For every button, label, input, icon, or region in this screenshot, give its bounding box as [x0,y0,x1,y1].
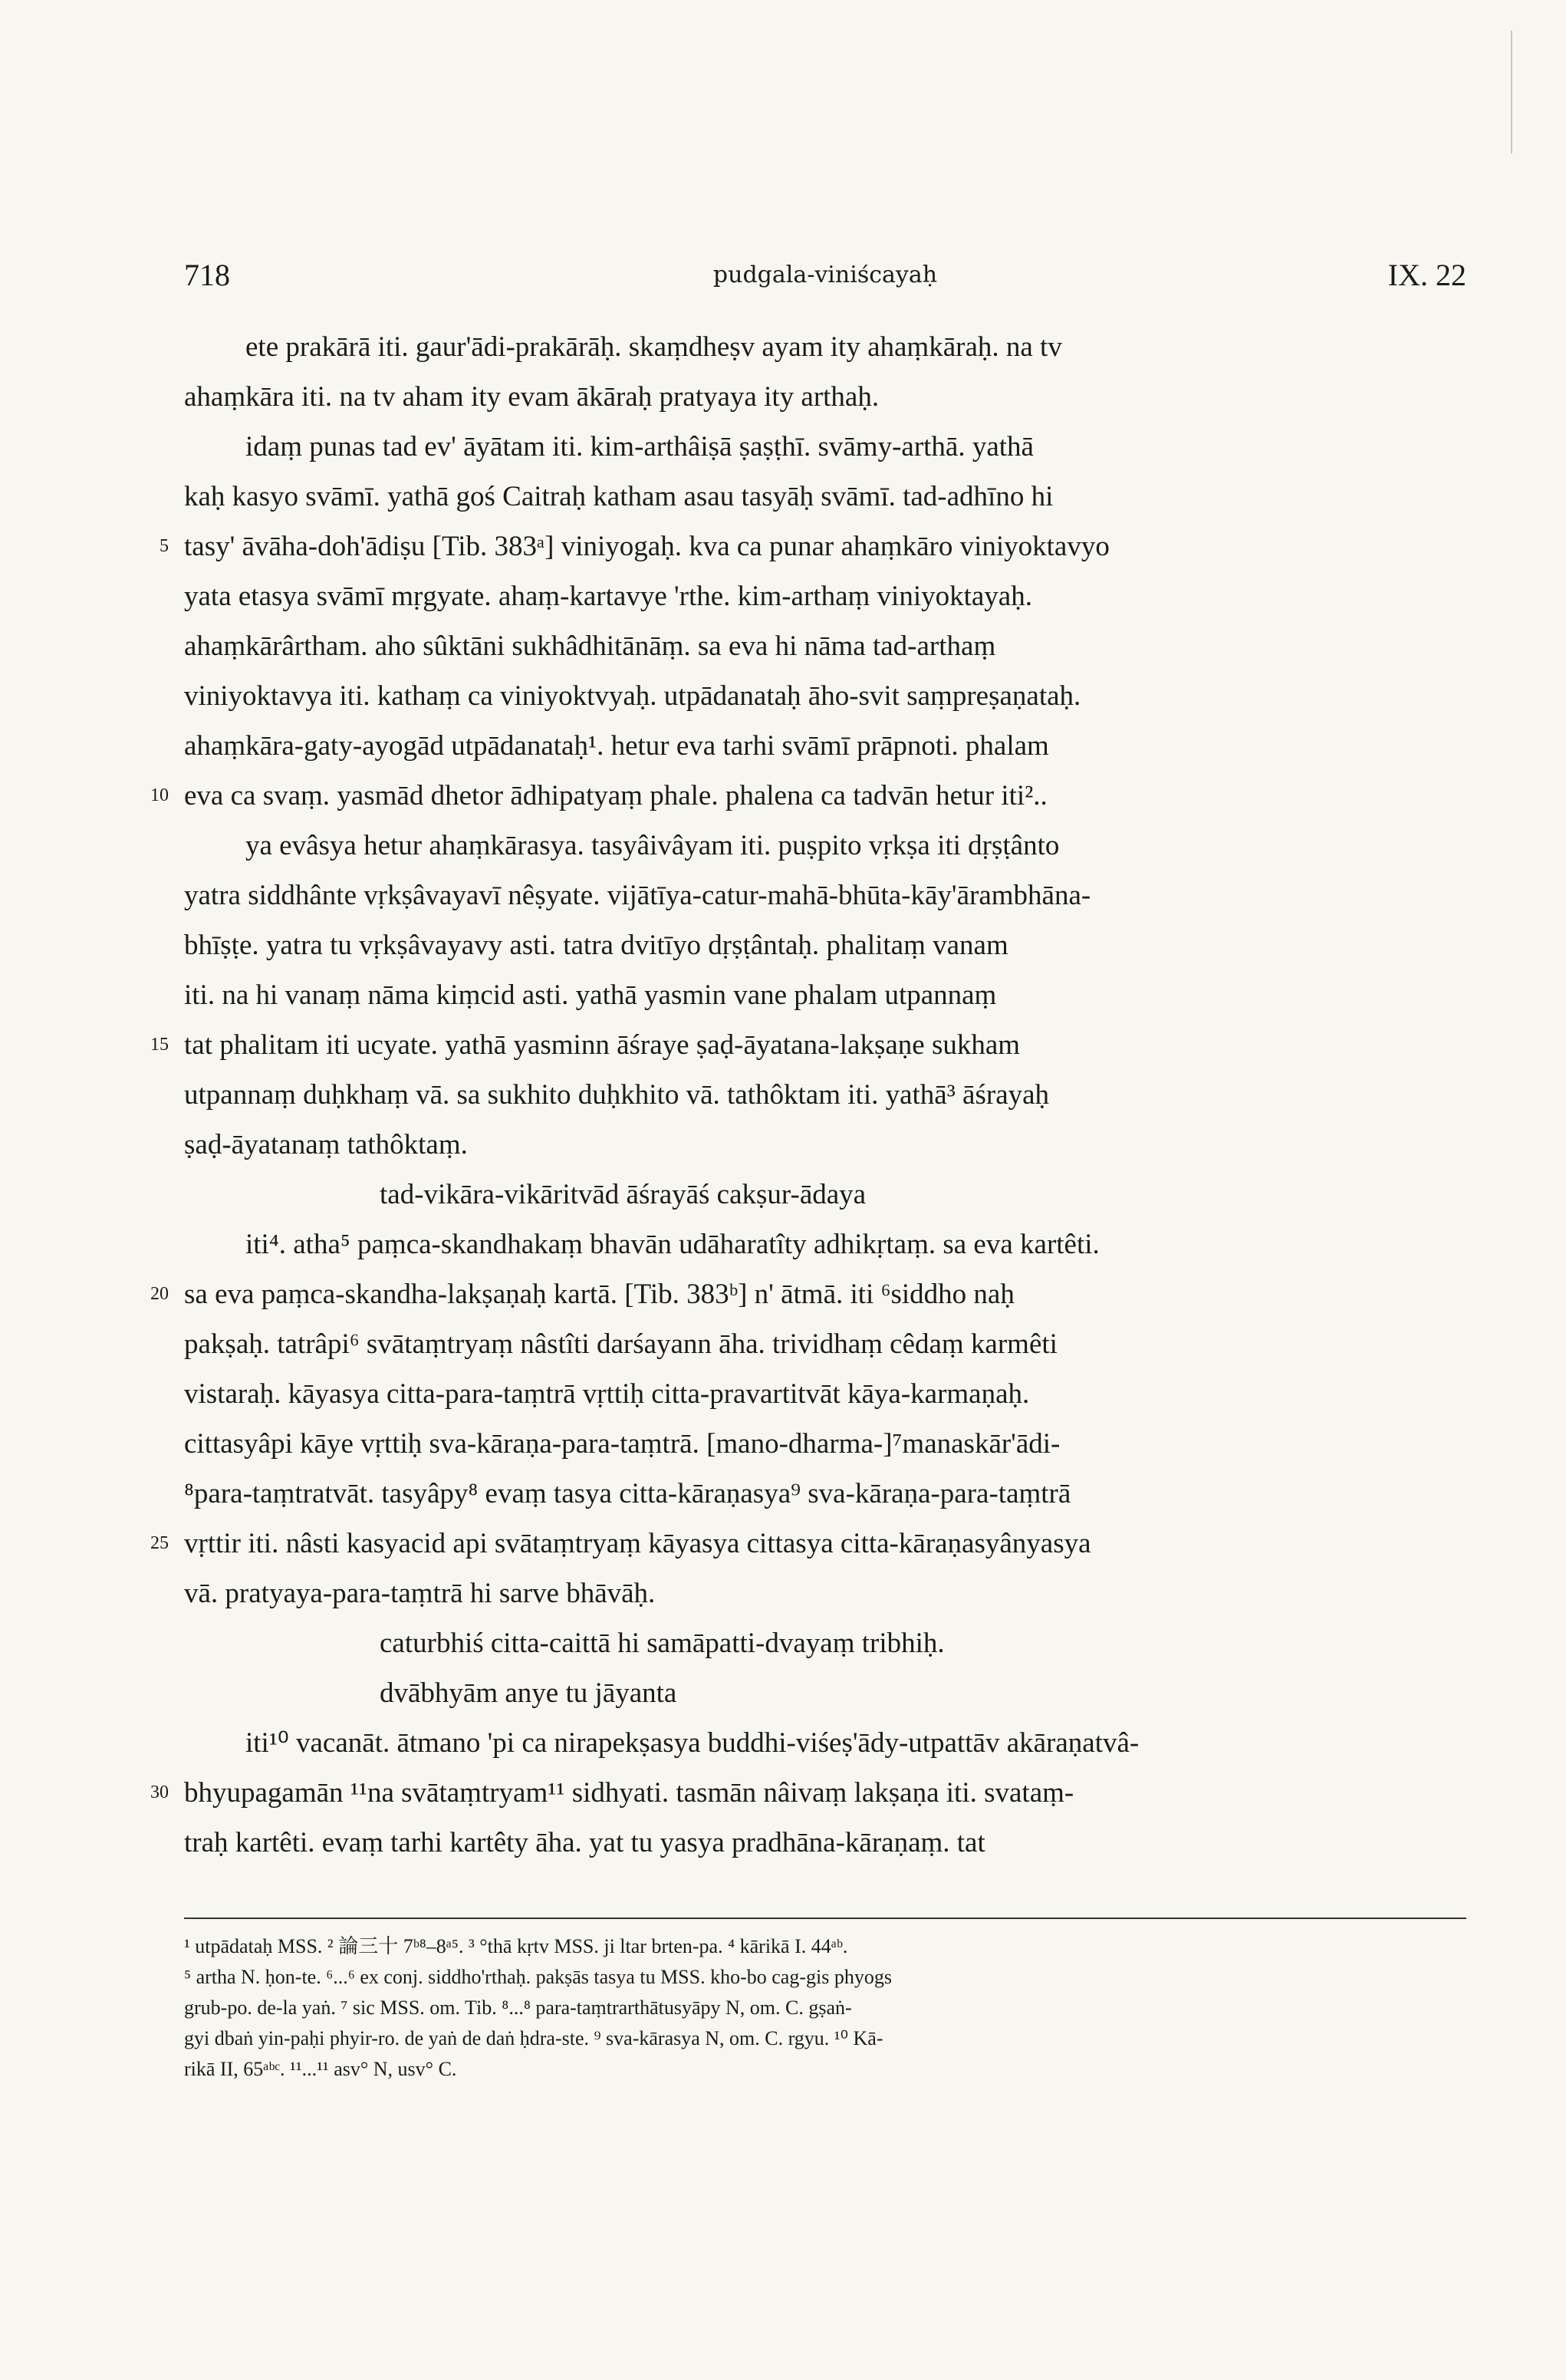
text-line [184,970,1466,1020]
text-line [184,1120,1466,1170]
line-text: viniyoktavya iti. kathaṃ ca viniyoktvyaḥ. utpādanataḥ āho-svit saṃpreṣaṇataḥ. [184,680,1081,712]
text-line [184,1718,1466,1768]
text-line [184,871,1466,920]
line-text: yata etasya svāmī mṛgyate. ahaṃ-kartavye 'rthe. kim-arthaṃ viniyoktayaḥ. [184,581,1032,612]
line-text: tad-vikāra-vikāritvād āśrayāś cakṣur-ādaya [380,1179,867,1210]
footnote-line: rikā II, 65ᵃᵇᶜ. ¹¹...¹¹ asv° N, usv° C. [184,2058,457,2080]
line-text: iti. na hi vanaṃ nāma kiṃcid asti. yathā yasmin vane phalam utpannaṃ [184,979,997,1011]
text-line [184,1319,1466,1369]
line-text: ⁸para-taṃtratvāt. tasyâpy⁸ evaṃ tasya citta-kāraṇasya⁹ sva-kāraṇa-para-taṃtrā [184,1478,1071,1509]
footnotes [184,1931,1466,2085]
line-text: ya evâsya hetur ahaṃkārasya. tasyâivâyam iti. puṣpito vṛkṣa iti dṛṣṭânto [245,830,1060,861]
text-line [150,1519,1466,1569]
text-line [184,1419,1466,1469]
line-number: 15 [150,1035,169,1055]
text-line [184,1818,1466,1868]
text-line [184,721,1466,771]
line-text: caturbhiś citta-caittā hi samāpatti-dvayaṃ tribhiḥ. [380,1628,945,1659]
line-text: idaṃ punas tad ev' āyātam iti. kim-arthâiṣā ṣaṣṭhī. svāmy-arthā. yathā [245,431,1034,463]
text-line [150,1269,1466,1319]
line-text: ṣaḍ-āyatanaṃ tathôktaṃ. [184,1129,468,1160]
line-number: 25 [150,1533,169,1553]
line-text: kaḥ kasyo svāmī. yathā goś Caitraḥ katham asau tasyāḥ svāmī. tad-adhīno hi [184,481,1054,512]
text-line [184,621,1466,671]
text-line [184,671,1466,721]
footnote-line: ⁵ artha N. ḥon-te. ⁶...⁶ ex conj. siddho'rthaḥ. pakṣās tasya tu MSS. kho-bo cag-gis phyogs [184,1966,892,1988]
footnote-line: grub-po. de-la yaṅ. ⁷ sic MSS. om. Tib. ⁸...⁸ para-taṃtrarthātusyāpy N, om. C. gṣaṅ- [184,1997,852,2019]
line-text: iti⁴. atha⁵ paṃca-skandhakaṃ bhavān udāharatîty adhikṛtaṃ. sa eva kartêti. [245,1229,1100,1260]
line-number: 5 [160,536,169,556]
line-text: dvābhyām anye tu jāyanta [380,1677,677,1709]
line-text: ete prakārā iti. gaur'ādi-prakārāḥ. skaṃdheṣv ayam ity ahaṃkāraḥ. na tv [245,331,1062,363]
running-title: pudgala-viniścayaḥ [712,262,938,288]
line-text: ahaṃkāra-gaty-ayogād utpādanataḥ¹. hetur eva tarhi svāmī prāpnoti. phalam [184,730,1049,762]
line-text: yatra siddhânte vṛkṣâvayavī nêṣyate. vijātīya-catur-mahā-bhūta-kāy'ārambhāna- [184,880,1091,911]
footnote-line: gyi dbaṅ yin-paḥi phyir-ro. de yaṅ de daṅ ḥdra-ste. ⁹ sva-kārasya N, om. C. rgyu. ¹⁰ Kā- [184,2027,883,2049]
text-line [184,1369,1466,1419]
scan-artifact [1511,31,1512,153]
line-text: sa eva paṃca-skandha-lakṣaṇaḥ kartā. [Tib. 383ᵇ] n' ātmā. iti ⁶siddho naḥ [184,1279,1015,1310]
text-line [184,1170,1466,1220]
text-line [184,920,1466,970]
text-line [184,1220,1466,1269]
text-line [184,1070,1466,1120]
text-line [150,771,1466,821]
text-line [160,522,1466,571]
text-line [184,821,1466,871]
line-text: utpannaṃ duḥkhaṃ vā. sa sukhito duḥkhito vā. tathôktam iti. yathā³ āśrayaḥ [184,1079,1050,1111]
line-text: ahaṃkāra iti. na tv aham ity evam ākāraḥ pratyaya ity arthaḥ. [184,381,880,413]
text-line [184,1618,1466,1668]
line-text: ahaṃkārârtham. aho sûktāni sukhâdhitānāṃ. sa eva hi nāma tad-arthaṃ [184,630,996,662]
text-line [184,1668,1466,1718]
line-number: 10 [150,785,169,805]
line-text: vṛttir iti. nâsti kasyacid api svātaṃtryaṃ kāyasya cittasya citta-kāraṇasyânyasya [184,1528,1091,1559]
line-text: traḥ kartêti. evaṃ tarhi kartêty āha. yat tu yasya pradhāna-kāraṇaṃ. tat [184,1827,985,1858]
line-text: vā. pratyaya-para-taṃtrā hi sarve bhāvāḥ. [184,1578,656,1609]
text-line [184,571,1466,621]
text-line [184,1469,1466,1519]
line-number: 20 [150,1284,169,1304]
line-text: tat phalitam iti ucyate. yathā yasminn āśraye ṣaḍ-āyatana-lakṣaṇe sukham [184,1029,1021,1061]
text-line [184,372,1466,422]
text-line [184,422,1466,472]
footnote-rule [184,1917,1466,1919]
line-text: bhyupagamān ¹¹na svātaṃtryam¹¹ sidhyati. tasmān nâivaṃ lakṣaṇa iti. svataṃ- [184,1777,1074,1809]
text-line [184,472,1466,522]
line-text: iti¹⁰ vacanāt. ātmano 'pi ca nirapekṣasya buddhi-viśeṣ'ādy-utpattāv akāraṇatvâ- [245,1727,1140,1759]
text-line [184,322,1466,372]
section-number: IX. 22 [1387,258,1466,292]
page-number: 718 [184,258,230,292]
line-text: pakṣaḥ. tatrâpi⁶ svātaṃtryaṃ nâstîti darśayann āha. trividhaṃ cêdaṃ karmêti [184,1328,1058,1360]
text-line [150,1768,1466,1818]
footnote-line: ¹ utpādataḥ MSS. ² 論三十 7ᵇ⁸–8ᵃ⁵. ³ °thā kṛtv MSS. ji ltar brten-pa. ⁴ kārikā I. 44ᵃᵇ. [184,1935,848,1957]
main-text [150,322,1466,1868]
text-line [150,1020,1466,1070]
line-text: bhīṣṭe. yatra tu vṛkṣâvayavy asti. tatra dvitīyo dṛṣṭântaḥ. phalitaṃ vanam [184,930,1008,961]
line-number: 30 [150,1783,169,1802]
line-text: cittasyâpi kāye vṛttiḥ sva-kāraṇa-para-taṃtrā. [mano-dharma-]⁷manaskār'ādi- [184,1428,1061,1460]
text-line [184,1569,1466,1618]
line-text: tasy' āvāha-doh'ādiṣu [Tib. 383ᵃ] viniyogaḥ. kva ca punar ahaṃkāro viniyoktavyo [184,531,1110,562]
line-text: vistaraḥ. kāyasya citta-para-taṃtrā vṛttiḥ citta-pravartitvāt kāya-karmaṇaḥ. [184,1378,1030,1410]
page-header [184,257,1466,303]
line-text: eva ca svaṃ. yasmād dhetor ādhipatyaṃ phale. phalena ca tadvān hetur iti².. [184,780,1048,811]
